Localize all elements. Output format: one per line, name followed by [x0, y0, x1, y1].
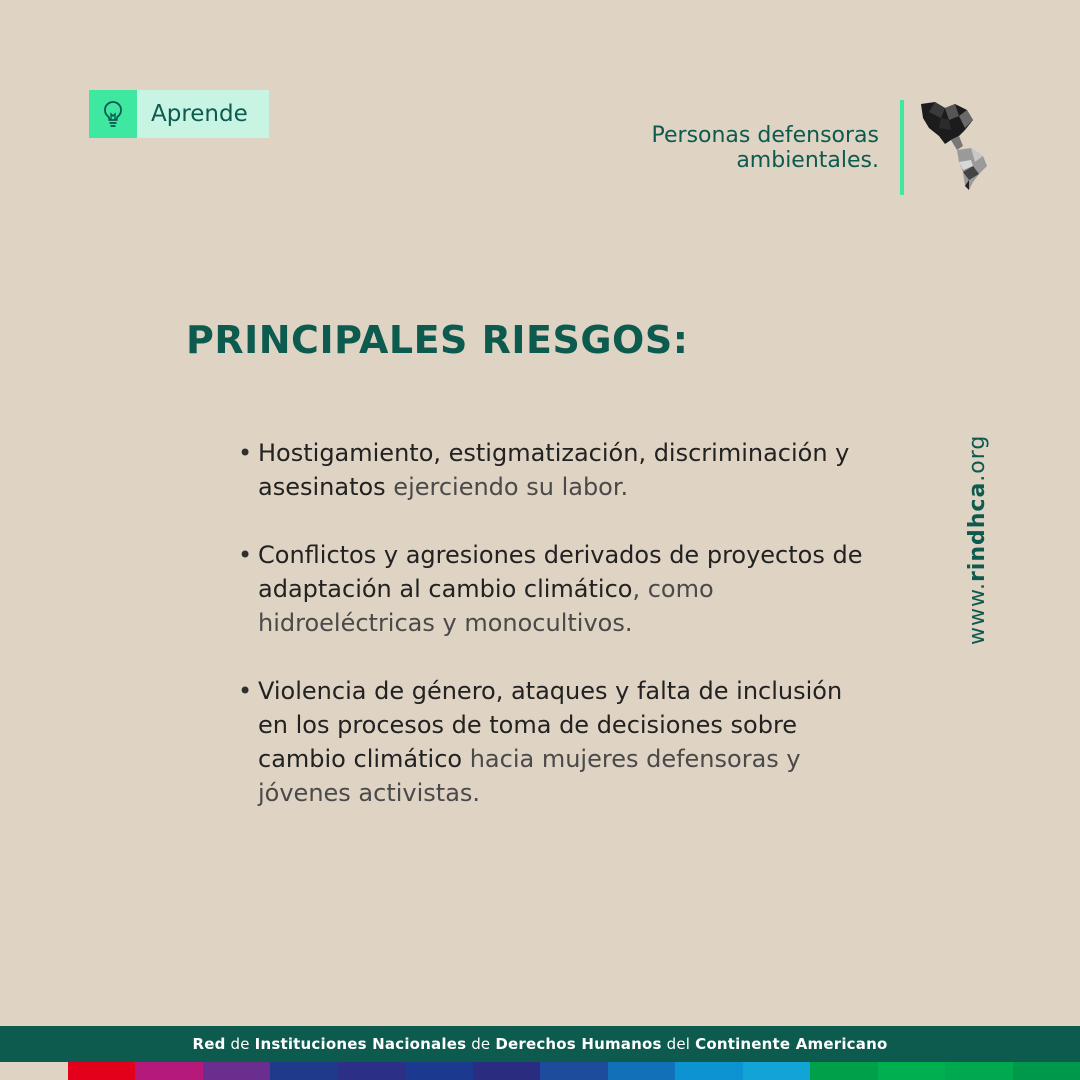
risk-bold-text: Conflictos y agresiones derivados de proyectos de adaptación al cambio climático [258, 541, 863, 603]
topic-title [652, 123, 880, 173]
risk-bold-text: Hostigamiento, estigmatización, discriminación y asesinatos [258, 439, 850, 501]
website-prefix: www. [965, 582, 990, 645]
stripe-segment [608, 1062, 676, 1080]
lightbulb-icon [89, 90, 137, 138]
website-suffix: .org [965, 434, 990, 482]
americas-map-icon [915, 100, 995, 192]
risk-light-text: hacia mujeres defensoras y jóvenes activistas. [258, 745, 801, 807]
risk-list [238, 436, 868, 844]
stripe-segment [675, 1062, 743, 1080]
color-stripe [0, 1062, 1080, 1080]
website-name: rindhca [965, 481, 990, 583]
footer-word: Derechos Humanos [495, 1035, 662, 1053]
stripe-segment [0, 1062, 68, 1080]
footer-word: de [466, 1035, 496, 1053]
stripe-segment [135, 1062, 203, 1080]
topic-divider [900, 100, 904, 195]
stripe-segment [1013, 1062, 1080, 1080]
stripe-segment [68, 1062, 136, 1080]
risk-bold-text: Violencia de género, ataques y falta de inclusión en los procesos de toma de decisiones sobre cambio climático [258, 677, 843, 773]
stripe-segment [743, 1062, 811, 1080]
risk-item [238, 436, 868, 504]
page-heading: PRINCIPALES RIESGOS: [186, 318, 689, 362]
stripe-segment [810, 1062, 878, 1080]
stripe-segment [540, 1062, 608, 1080]
risk-light-text: , como hidroeléctricas y monocultivos. [258, 575, 714, 637]
footer-word: del [661, 1035, 696, 1053]
stripe-segment [878, 1062, 946, 1080]
aprende-tag [89, 90, 269, 138]
risk-item [238, 674, 868, 810]
stripe-segment [270, 1062, 338, 1080]
footer-bar [0, 1026, 1080, 1062]
risk-light-text: ejerciendo su labor. [385, 473, 629, 501]
topic-title-line1: Personas defensoras [651, 123, 879, 148]
stripe-segment [945, 1062, 1013, 1080]
topic-title-line2: ambientales. [736, 148, 879, 173]
risk-item [238, 538, 868, 640]
website-link[interactable] [965, 435, 990, 645]
footer-word: de [225, 1035, 255, 1053]
stripe-segment [338, 1062, 406, 1080]
footer-word: Continente Americano [695, 1035, 888, 1053]
footer-word: Instituciones Nacionales [254, 1035, 467, 1053]
stripe-segment [473, 1062, 541, 1080]
stripe-segment [405, 1062, 473, 1080]
footer-word: Red [192, 1035, 226, 1053]
stripe-segment [203, 1062, 271, 1080]
tag-label: Aprende [151, 101, 248, 127]
